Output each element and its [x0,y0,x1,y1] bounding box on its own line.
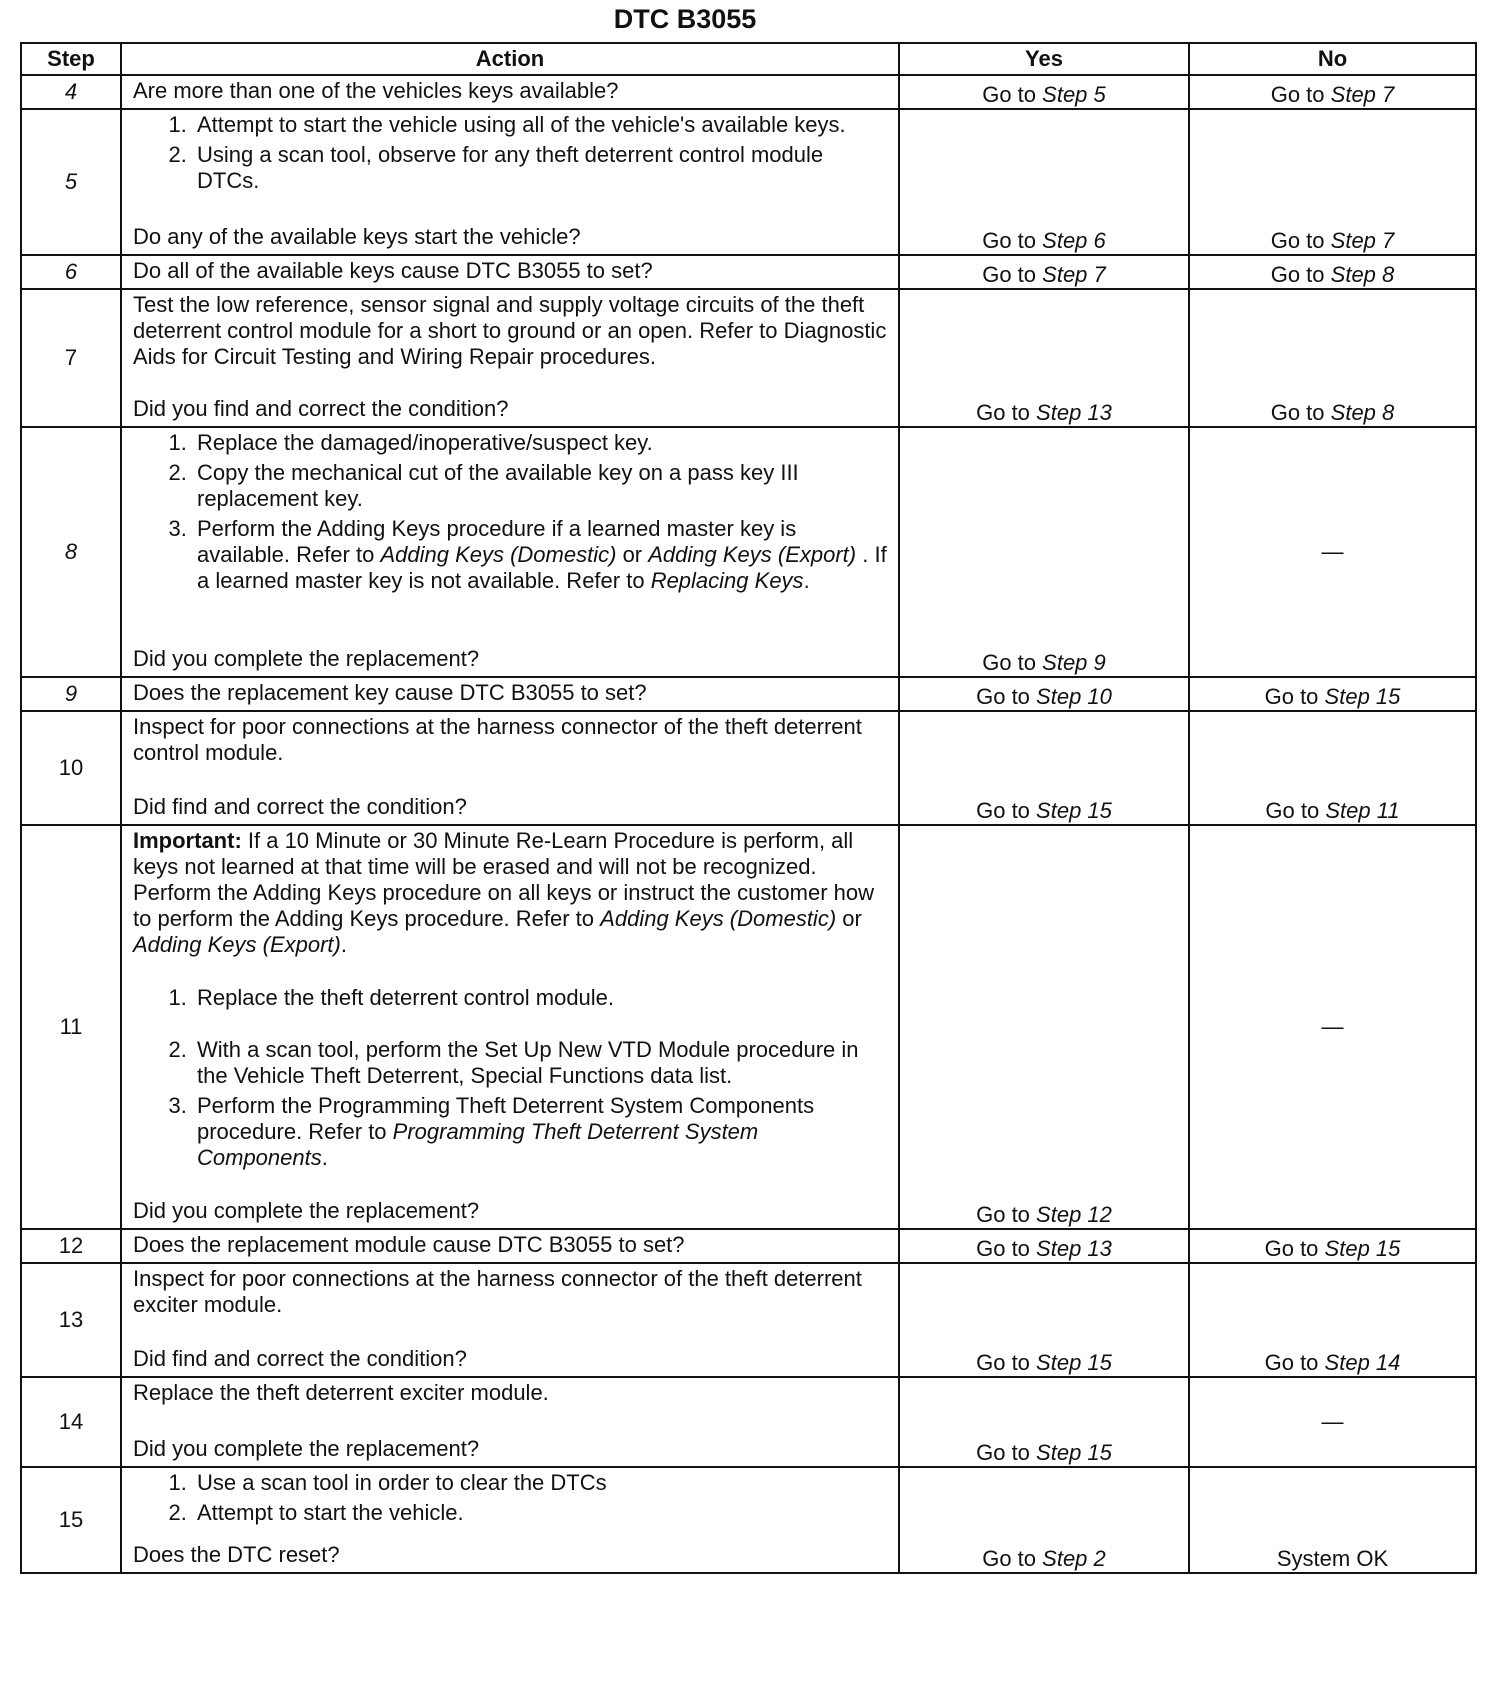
action-cell [121,109,899,255]
go-to-text: Go to [976,684,1030,709]
action-cell [121,427,899,677]
no-cell [1189,1263,1476,1377]
step-link: Step 7 [1330,228,1395,253]
action-question: Does the DTC reset? [133,1542,340,1567]
go-to-text: Go to [982,228,1037,253]
go-to-text: Go to [976,1202,1030,1227]
action-cell [121,1377,899,1467]
item-text: Perform the Programming Theft Deterrent System Components procedure. Refer to [197,1093,815,1144]
yes-cell [899,255,1189,289]
step-number: 6 [21,255,121,289]
action-cell [121,825,899,1229]
no-cell [1189,109,1476,255]
action-text: Inspect for poor connections at the harness connector of the theft deterrent exciter module. [133,1266,862,1317]
action-text: Replace the theft deterrent exciter module. [133,1380,549,1405]
header-row [21,43,1476,75]
action-step-item [193,516,890,594]
table-row [21,677,1476,711]
table-row [21,75,1476,109]
action-question: Did you complete the replacement? [133,646,480,671]
item-text: or [622,542,643,567]
go-to-text: Go to [1270,228,1325,253]
no-cell [1189,711,1476,825]
no-cell [1189,677,1476,711]
no-cell [1189,75,1476,109]
reference-link: Adding Keys (Export) [133,932,341,957]
step-number: 8 [21,427,121,677]
action-step-item: 2. Attempt to start the vehicle. [193,1500,890,1526]
reference-link: Adding Keys (Domestic) [380,542,617,567]
action-question: Are more than one of the vehicles keys available? [133,78,619,103]
note-text: . [340,932,347,957]
no-cell [1189,289,1476,427]
step-link: Step 15 [1036,1440,1112,1465]
table-row [21,1263,1476,1377]
header-no: No [1189,43,1476,75]
item-text: . If a learned master key is not available. Refer to [197,542,887,593]
go-to-text: Go to [982,262,1037,287]
step-link: Step 9 [1042,650,1106,675]
action-steps [133,985,890,1175]
action-steps [133,430,890,598]
action-step-item: 2. Using a scan tool, observe for any theft deterrent control module DTCs. [193,142,890,194]
yes-cell [899,427,1189,677]
action-cell [121,1229,899,1263]
yes-cell [899,109,1189,255]
step-link: Step 7 [1330,82,1395,107]
no-cell: — [1189,1377,1476,1467]
go-to-text: Go to [976,1350,1030,1375]
go-to-text: Go to [1264,684,1319,709]
action-cell [121,1263,899,1377]
action-step-item: 1. Use a scan tool in order to clear the DTCs [193,1470,890,1496]
yes-cell [899,677,1189,711]
yes-cell [899,289,1189,427]
action-question: Do any of the available keys start the vehicle? [133,224,581,249]
reference-link: Replacing Keys [650,568,804,593]
go-to-text: Go to [976,1236,1030,1261]
action-cell [121,677,899,711]
action-step-item: 2. With a scan tool, perform the Set Up New VTD Module procedure in the Vehicle Theft Deterrent, Special Functions data list. [193,1037,890,1089]
action-question: Did you complete the replacement? [133,1436,480,1461]
reference-link: Adding Keys (Domestic) [600,906,837,931]
step-link: Step 15 [1036,798,1112,823]
header-yes: Yes [899,43,1189,75]
item-text: Perform the Adding Keys procedure if a learned master key is available. Refer to [197,516,797,567]
step-link: Step 12 [1036,1202,1112,1227]
step-number: 4 [21,75,121,109]
go-to-text: Go to [1270,400,1325,425]
header-action: Action [121,43,899,75]
step-link: Step 5 [1042,82,1106,107]
action-step-item: 2. Copy the mechanical cut of the available key on a pass key III replacement key. [193,460,890,512]
action-question: Did find and correct the condition? [133,794,467,819]
no-cell: — [1189,825,1476,1229]
step-number: 10 [21,711,121,825]
step-number: 12 [21,1229,121,1263]
action-cell [121,289,899,427]
go-to-text: Go to [1264,1236,1319,1261]
step-link: Step 8 [1330,262,1395,287]
item-text: . [321,1145,328,1170]
go-to-text: Go to [982,82,1037,107]
go-to-text: Go to [976,1440,1030,1465]
step-link: Step 14 [1324,1350,1401,1375]
go-to-text: Go to [1270,82,1325,107]
action-cell [121,711,899,825]
yes-cell [899,825,1189,1229]
action-question: Does the replacement key cause DTC B3055 to set? [133,680,647,705]
action-question: Did you complete the replacement? [133,1198,480,1223]
important-note [133,828,890,958]
table-row [21,1467,1476,1573]
table-row [21,1377,1476,1467]
step-link: Step 15 [1324,684,1401,709]
step-link: Step 10 [1036,684,1112,709]
action-question: Does the replacement module cause DTC B3055 to set? [133,1232,685,1257]
step-number: 15 [21,1467,121,1573]
no-cell: System OK [1189,1467,1476,1573]
yes-cell [899,1229,1189,1263]
note-text: or [842,906,862,931]
yes-cell [899,711,1189,825]
step-number: 5 [21,109,121,255]
action-step-item: 1. Replace the theft deterrent control module. [193,985,890,1011]
go-to-text: Go to [1265,798,1320,823]
step-link: Step 7 [1042,262,1106,287]
action-question: Do all of the available keys cause DTC B3055 to set? [133,258,653,283]
table-row [21,289,1476,427]
action-cell [121,255,899,289]
item-text: . [803,568,810,593]
go-to-text: Go to [976,400,1030,425]
table-row [21,427,1476,677]
action-steps [133,1470,890,1530]
step-number: 7 [21,289,121,427]
table-row [21,825,1476,1229]
go-to-text: Go to [982,650,1037,675]
step-number: 9 [21,677,121,711]
action-steps [133,112,890,198]
dtc-table [20,42,1477,1574]
step-link: Step 15 [1036,1350,1112,1375]
step-link: Step 2 [1042,1546,1106,1571]
go-to-text: Go to [1270,262,1325,287]
table-row [21,255,1476,289]
no-cell: — [1189,427,1476,677]
action-question: Did find and correct the condition? [133,1346,467,1371]
action-cell [121,75,899,109]
step-link: Step 13 [1036,1236,1112,1261]
go-to-text: Go to [976,798,1030,823]
no-cell [1189,255,1476,289]
step-link: Step 11 [1325,798,1400,823]
action-step-item: 1. Attempt to start the vehicle using all of the vehicle's available keys. [193,112,890,138]
page-title: DTC B3055 [613,4,757,34]
step-number: 11 [21,825,121,1229]
step-link: Step 13 [1036,400,1112,425]
action-step-item: 1. Replace the damaged/inoperative/suspect key. [193,430,890,456]
table-row [21,1229,1476,1263]
reference-link: Programming Theft Deterrent System Components [197,1119,759,1170]
reference-link: Adding Keys (Export) [648,542,857,567]
step-link: Step 15 [1324,1236,1401,1261]
action-text: Inspect for poor connections at the harness connector of the theft deterrent control module. [133,714,862,765]
action-question: Did you find and correct the condition? [133,396,509,421]
go-to-text: Go to [982,1546,1037,1571]
important-label: Important: [133,828,242,853]
go-to-text: Go to [1264,1350,1319,1375]
step-number: 13 [21,1263,121,1377]
table-row [21,109,1476,255]
yes-cell [899,1263,1189,1377]
note-text: If a 10 Minute or 30 Minute Re-Learn Procedure is perform, all keys not learned at that time will be erased and will not be recognized. Perform the Adding Keys procedure on all keys or instruct the customer how to perform the Adding Keys procedure. Refer to [133,828,875,931]
header-step: Step [21,43,121,75]
action-cell [121,1467,899,1573]
yes-cell [899,75,1189,109]
no-cell [1189,1229,1476,1263]
yes-cell [899,1467,1189,1573]
table-row [21,711,1476,825]
action-text: Test the low reference, sensor signal and supply voltage circuits of the theft deterrent control module for a short to ground or an open. Refer to Diagnostic Aids for Circuit Testing and Wiring Repair procedures. [133,292,887,369]
step-number: 14 [21,1377,121,1467]
yes-cell [899,1377,1189,1467]
step-link: Step 6 [1042,228,1106,253]
step-link: Step 8 [1330,400,1395,425]
action-step-item [193,1093,890,1171]
